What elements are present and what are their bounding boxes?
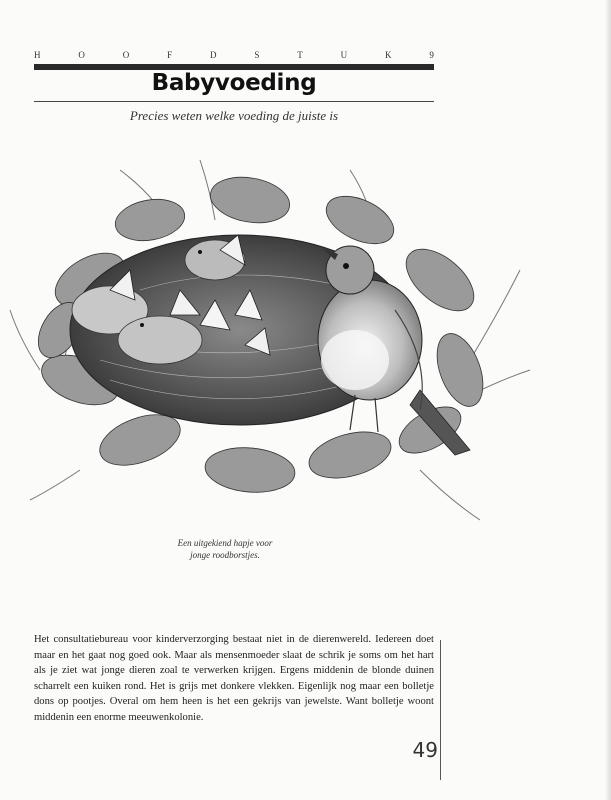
chapter-letter: O [122, 50, 130, 60]
figure-caption [160, 537, 290, 561]
chapter-letter: H [34, 50, 41, 60]
body-paragraph: Het consultatiebureau voor kinderverzorging bestaat niet in de dierenwereld. Iedereen doet maar en het gaat nog goed ook. Maar als mensenmoeder slaat de schrik je soms om het hart als je ziet wat jonge dieren zoal te verwerken krijgen. Ergens middenin de blonde duinen scharrelt een kuiken rond. Het is grijs met donkere vlekken. Eigenlijk nog maar een bolletje dons op pootjes. Overal om hem heen is het een gekrijs van jewelste. Want bolletje woont middenin een enorme meeuwenkolonie. [34, 634, 434, 723]
chapter-letter: D [210, 50, 217, 60]
chapter-label [34, 50, 434, 60]
page-title: Babyvoeding [151, 70, 317, 96]
chapter-letter: U [340, 50, 348, 60]
chapter-letter: O [78, 50, 85, 60]
page-number: 49 [412, 738, 438, 762]
page-subtitle: Precies weten welke voeding de juiste is [129, 108, 339, 123]
margin-rule [440, 640, 441, 780]
chapter-letter: K [385, 50, 392, 60]
chapter-letter: S [254, 50, 260, 60]
title-divider [34, 101, 434, 102]
caption-line: Een uitgekiend hapje voor [177, 538, 273, 548]
chapter-letter: F [167, 50, 173, 60]
bird-nest-illustration [0, 140, 540, 530]
chapter-number: 9 [429, 50, 434, 60]
caption-line: jonge roodborstjes. [190, 550, 260, 560]
page-edge-shadow [605, 0, 611, 800]
chapter-letter: T [297, 50, 303, 60]
